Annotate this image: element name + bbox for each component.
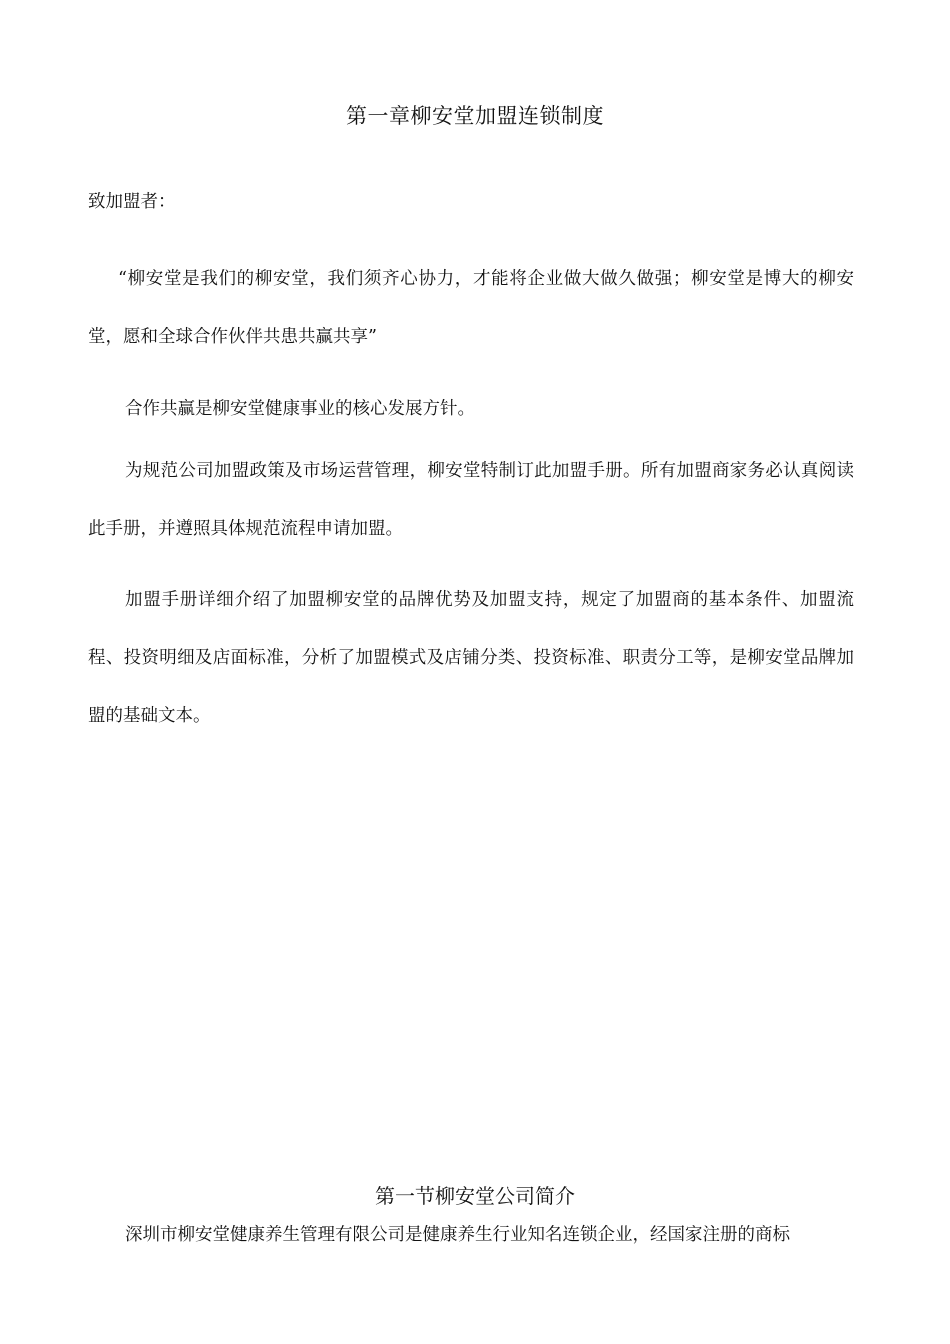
paragraph-handbook-purpose: 为规范公司加盟政策及市场运营管理，柳安堂特制订此加盟手册。所有加盟商家务必认真阅读此手册，并遵照具体规范流程申请加盟。 xyxy=(88,461,854,539)
opening-quote: “柳安堂是我们的柳安堂，我们须齐心协力，才能将企业做大做久做强；柳安堂是博大的柳安堂，愿和全球合作伙伴共患共赢共享” xyxy=(88,269,854,347)
chapter-title: 第一章柳安堂加盟连锁制度 xyxy=(346,104,604,128)
paragraph-company-intro: 深圳市柳安堂健康养生管理有限公司是健康养生行业知名连锁企业，经国家注册的商标 xyxy=(125,1225,790,1245)
paragraph-core-policy: 合作共赢是柳安堂健康事业的核心发展方针。 xyxy=(125,399,475,419)
section-title: 第一节柳安堂公司简介 xyxy=(375,1184,575,1208)
salutation: 致加盟者： xyxy=(88,192,176,212)
paragraph-handbook-contents: 加盟手册详细介绍了加盟柳安堂的品牌优势及加盟支持，规定了加盟商的基本条件、加盟流程、投资明细及店面标准，分析了加盟模式及店铺分类、投资标准、职责分工等，是柳安堂品牌加盟的基础文本。 xyxy=(88,590,854,726)
